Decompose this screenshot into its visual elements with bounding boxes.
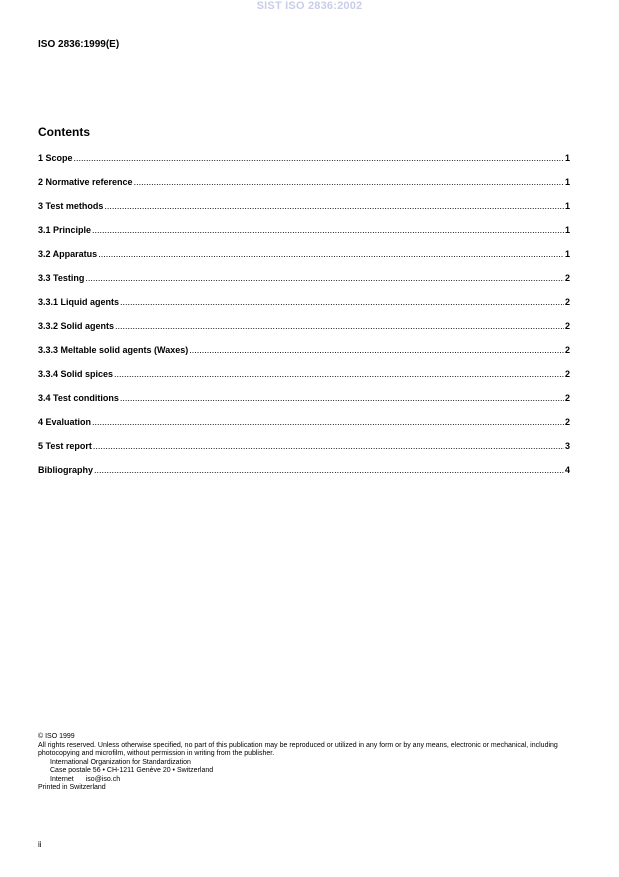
toc-entry-label: 3.4 Test conditions bbox=[38, 393, 119, 403]
toc-leader-dots bbox=[74, 153, 564, 163]
toc-entry-label: 3.2 Apparatus bbox=[38, 249, 98, 259]
toc-leader-dots bbox=[94, 465, 564, 475]
toc-entry[interactable] bbox=[38, 369, 570, 393]
toc-entry-label: 3.1 Principle bbox=[38, 225, 92, 235]
toc-entry[interactable] bbox=[38, 177, 570, 201]
toc-leader-dots bbox=[114, 369, 564, 379]
table-of-contents bbox=[38, 153, 570, 489]
toc-entry-page: 2 bbox=[564, 345, 570, 355]
copyright-line: © ISO 1999 bbox=[38, 733, 75, 740]
toc-entry-page: 1 bbox=[564, 225, 570, 235]
toc-entry[interactable] bbox=[38, 465, 570, 489]
toc-leader-dots bbox=[98, 249, 564, 259]
internet-email: iso@iso.ch bbox=[85, 775, 121, 783]
toc-leader-dots bbox=[92, 225, 564, 235]
toc-entry[interactable] bbox=[38, 273, 570, 297]
toc-entry-page: 2 bbox=[564, 369, 570, 379]
toc-entry-page: 2 bbox=[564, 273, 570, 283]
toc-entry-label: 3.3.1 Liquid agents bbox=[38, 297, 120, 307]
toc-entry-label: 2 Normative reference bbox=[38, 177, 133, 187]
toc-entry-page: 2 bbox=[564, 393, 570, 403]
toc-entry-label: 3.3.2 Solid agents bbox=[38, 321, 115, 331]
organization-name: International Organization for Standardization bbox=[50, 758, 191, 766]
toc-entry-label: 3 Test methods bbox=[38, 201, 104, 211]
toc-leader-dots bbox=[115, 321, 564, 331]
toc-entry-page: 2 bbox=[564, 417, 570, 427]
toc-entry[interactable] bbox=[38, 201, 570, 225]
toc-entry-page: 1 bbox=[564, 153, 570, 163]
printed-in: Printed in Switzerland bbox=[38, 784, 106, 791]
toc-leader-dots bbox=[189, 345, 564, 355]
toc-entry-label: Bibliography bbox=[38, 465, 94, 475]
toc-entry[interactable] bbox=[38, 249, 570, 273]
toc-entry[interactable] bbox=[38, 417, 570, 441]
page-number: ii bbox=[38, 840, 42, 849]
toc-leader-dots bbox=[120, 297, 564, 307]
toc-entry-label: 3.3.3 Meltable solid agents (Waxes) bbox=[38, 345, 189, 355]
toc-entry-label: 5 Test report bbox=[38, 441, 92, 451]
toc-leader-dots bbox=[120, 393, 564, 403]
toc-entry[interactable] bbox=[38, 393, 570, 417]
contents-title: Contents bbox=[38, 125, 90, 139]
internet-line bbox=[38, 776, 583, 785]
toc-entry[interactable] bbox=[38, 321, 570, 345]
toc-entry-page: 4 bbox=[564, 465, 570, 475]
toc-entry-page: 1 bbox=[564, 249, 570, 259]
toc-leader-dots bbox=[93, 441, 564, 451]
copyright-notice bbox=[38, 733, 583, 793]
toc-entry-label: 3.3.4 Solid spices bbox=[38, 369, 114, 379]
toc-entry-page: 2 bbox=[564, 321, 570, 331]
toc-entry-label: 1 Scope bbox=[38, 153, 73, 163]
toc-leader-dots bbox=[134, 177, 564, 187]
watermark: SIST ISO 2836:2002 bbox=[256, 0, 363, 12]
toc-entry[interactable] bbox=[38, 225, 570, 249]
document-id: ISO 2836:1999(E) bbox=[38, 39, 120, 50]
toc-entry-page: 1 bbox=[564, 177, 570, 187]
internet-label: Internet bbox=[50, 775, 74, 783]
toc-entry-page: 2 bbox=[564, 297, 570, 307]
toc-entry[interactable] bbox=[38, 297, 570, 321]
toc-entry-label: 4 Evaluation bbox=[38, 417, 92, 427]
toc-leader-dots bbox=[85, 273, 564, 283]
toc-entry-label: 3.3 Testing bbox=[38, 273, 85, 283]
toc-entry[interactable] bbox=[38, 345, 570, 369]
toc-leader-dots bbox=[104, 201, 564, 211]
toc-entry-page: 1 bbox=[564, 201, 570, 211]
toc-entry-page: 3 bbox=[564, 441, 570, 451]
rights-statement: All rights reserved. Unless otherwise specified, no part of this publication may be reproduced or utilized in any form or by any means, electronic or mechanical, including photocopying and microfilm, without permission in writing from the publisher. bbox=[38, 741, 558, 757]
toc-entry[interactable] bbox=[38, 153, 570, 177]
organization-address: Case postale 56 • CH-1211 Genève 20 • Switzerland bbox=[50, 767, 214, 774]
toc-entry[interactable] bbox=[38, 441, 570, 465]
toc-leader-dots bbox=[92, 417, 564, 427]
